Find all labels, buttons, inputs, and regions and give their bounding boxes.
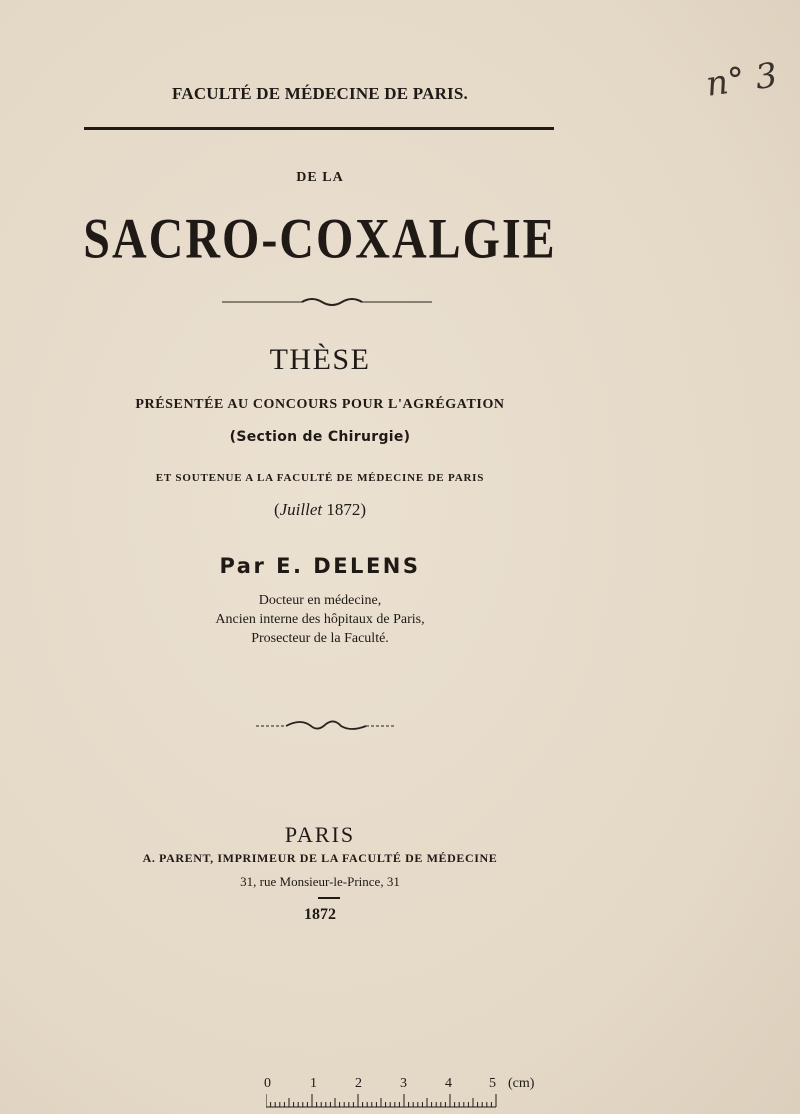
presentation-line: PRÉSENTÉE AU CONCOURS POUR L'AGRÉGATION [135, 397, 505, 412]
ornament-flourish-icon [256, 716, 396, 736]
author-credential: Prosecteur de la Faculté. [251, 631, 389, 646]
ornament-rule-icon [222, 292, 432, 308]
author-byline: Par E. DELENS [219, 554, 421, 578]
imprint-city: PARIS [284, 822, 356, 847]
imprint-rule [318, 897, 340, 899]
header-rule [84, 127, 554, 130]
author-credential: Ancien interne des hôpitaux de Paris, [215, 612, 425, 627]
defense-line: ET SOUTENUE A LA FACULTÉ DE MÉDECINE DE PARIS [155, 472, 485, 484]
scale-bar [262, 1076, 535, 1110]
imprint-year: 1872 [304, 906, 336, 923]
thesis-heading: THÈSE [269, 343, 371, 376]
scale-labels [262, 1076, 502, 1092]
scale-label: 4 [445, 1076, 452, 1091]
scale-label: 5 [489, 1076, 496, 1091]
section-line: (Section de Chirurgie) [229, 429, 411, 445]
scale-label: 0 [264, 1076, 271, 1091]
scale-label: 2 [355, 1076, 362, 1091]
thesis-date: (Juillet 1872) [273, 500, 367, 519]
date-year: 1872 [326, 500, 361, 519]
main-title: SACRO-COXALGIE [83, 208, 557, 271]
imprint-printer: A. PARENT, IMPRIMEUR DE LA FACULTÉ DE MÉDECINE [142, 851, 498, 865]
date-month: Juillet [279, 500, 323, 519]
author-credential: Docteur en médecine, [258, 593, 382, 608]
handwritten-number: n° 3 [703, 55, 780, 105]
scale-label: 1 [310, 1076, 317, 1091]
scale-unit: (cm) [508, 1076, 535, 1091]
imprint-address: 31, rue Monsieur-le-Prince, 31 [240, 874, 400, 889]
scale-label: 3 [400, 1076, 407, 1091]
ruler-ticks-icon [266, 1094, 498, 1108]
title-prefix: DE LA [296, 170, 344, 185]
faculty-heading: FACULTÉ DE MÉDECINE DE PARIS. [172, 84, 468, 103]
